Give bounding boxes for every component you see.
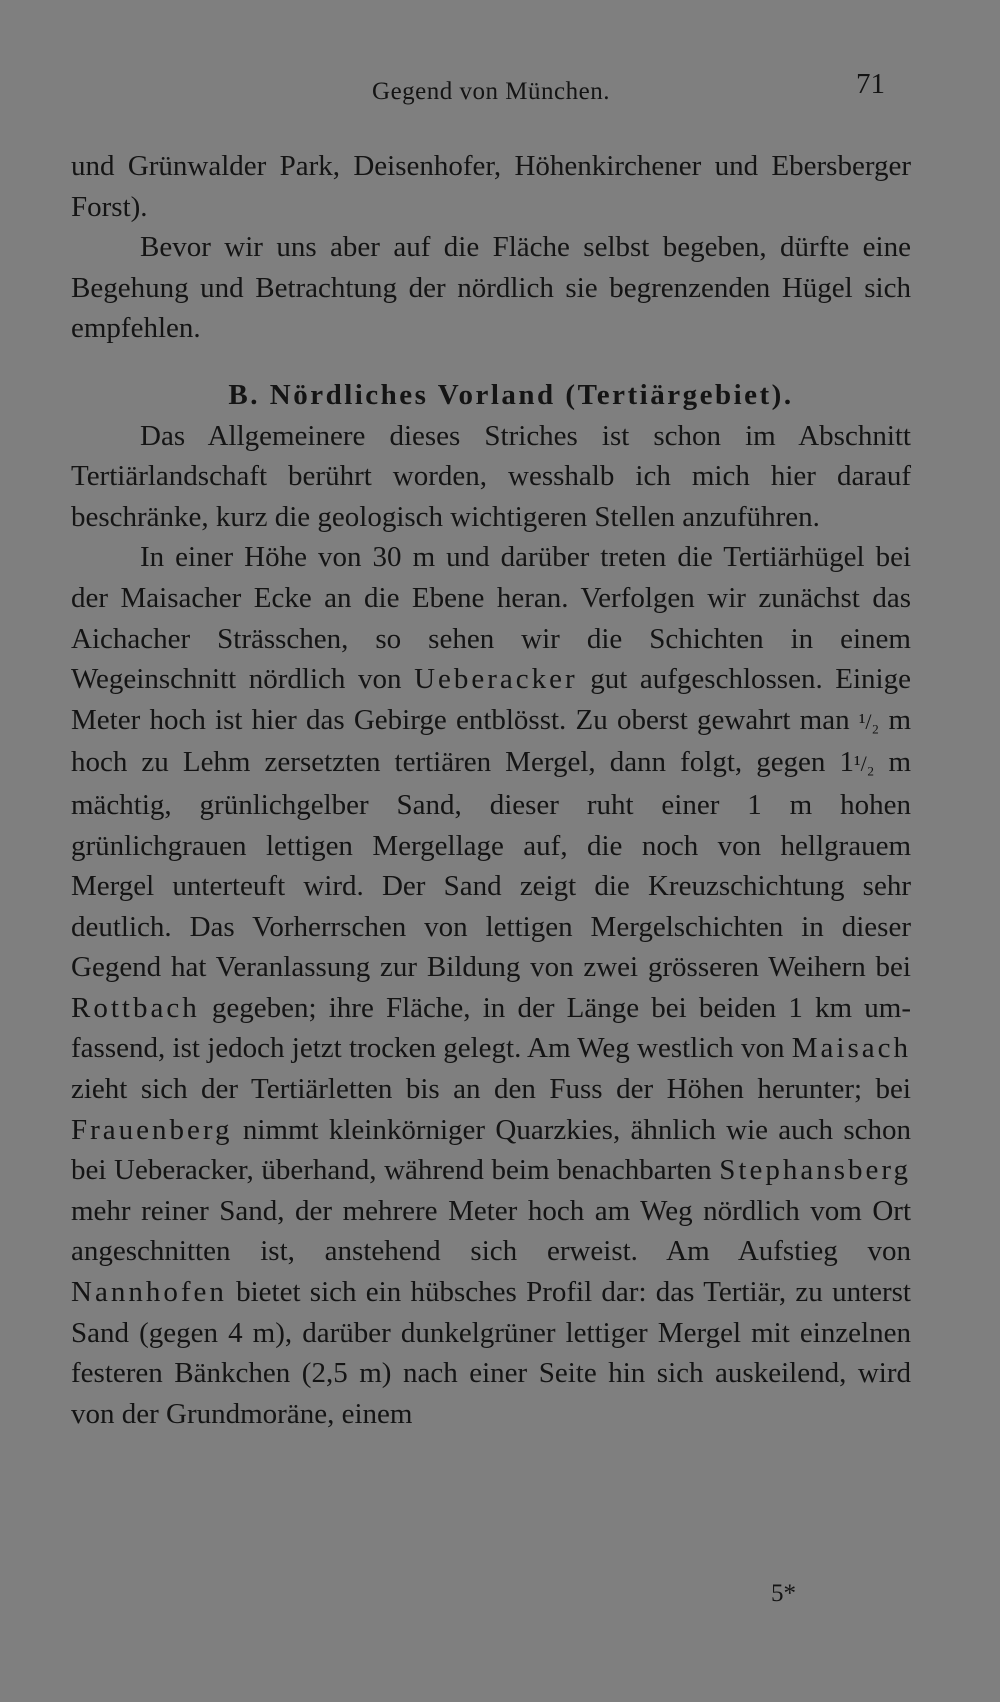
paragraph-profile-description	[71, 537, 911, 1434]
text-run: mehr reiner Sand, der mehrere Meter hoch am Weg nördlich vom Ort angeschnitten ist, anstehend sich erweist. Am Aufstieg von	[71, 1194, 911, 1268]
book-page	[71, 60, 911, 1660]
running-title: Gegend von München.	[372, 78, 610, 105]
text-run: nimmt kleinkörniger Quarzkies, ähnlich wie auch schon bei Ueberacker, überhand, während beim benachbarten	[71, 1113, 911, 1187]
place-name-spaced: Rottbach	[71, 991, 200, 1024]
text-run: zieht sich der Tertiärletten bis an den Fuss der Höhen herunter; bei	[71, 1073, 911, 1106]
text-run: gegeben; ihre Fläche, in der Länge bei beiden 1 km umfassend, ist jedoch jetzt trocken gelegt. Am Weg westlich von	[71, 991, 911, 1065]
fraction: ¹/₂	[858, 708, 880, 734]
text-run: In einer Höhe von 30 m und darüber treten die Tertiärhügel bei der Maisacher Ecke an die Ebene heran. Verfolgen wir zunächst das Aichacher Strässchen, so sehen wir die Schichten in einem Wegeinschnitt nördlich von	[71, 541, 911, 696]
fraction: ¹/₂	[854, 751, 875, 777]
place-name-spaced: Nannhofen	[71, 1276, 227, 1309]
paragraph: Bevor wir uns aber auf die Fläche selbst begeben, dürfte eine Begehung und Betrachtung der nördlich sie begrenzenden Hügel sich empfehlen.	[71, 231, 911, 345]
text-run: gut aufgeschlossen. Einige Meter hoch ist hier das Gebirge entblösst. Zu oberst gewahrt man	[71, 663, 911, 736]
paragraph: Das Allgemeinere dieses Striches ist schon im Abschnitt Tertiärlandschaft berührt worden, wesshalb ich mich hier darauf beschränke, kurz die geologisch wichtigeren Stellen anzuführen.	[71, 419, 911, 533]
paragraph-continuation: und Grünwalder Park, Deisenhofer, Höhenkirchener und Ebersberger Forst).	[71, 150, 911, 223]
text-run: bietet sich ein hübsches Profil dar: das Tertiär, zu unterst Sand (gegen 4 m), darüber dunkelgrüner lettiger Mergel mit einzelnen festeren Bänkchen (2,5 m) nach einer Seite hin sich auskeilend, wird von der Grundmoräne, einem	[71, 1276, 911, 1430]
signature-mark: 5*	[771, 1580, 796, 1607]
place-name-spaced: Stephansberg	[719, 1154, 911, 1187]
page-header	[71, 60, 911, 116]
place-name-spaced: Frauenberg	[71, 1113, 233, 1146]
text-run: m mächtig, grünlichgelber Sand, dieser ruht einer 1 m hohen grünlichgrauen lettigen Mergellage auf, die noch von hellgrauem Mergel unterteuft wird. Der Sand zeigt die Kreuzschichtung sehr deutlich. Das Vorherrschen von lettigen Mergelschichten in dieser Gegend hat Veranlassung zur Bildung von zwei grösseren Weihern bei	[71, 746, 912, 984]
page-number: 71	[856, 68, 885, 100]
page-body	[71, 146, 911, 1434]
text-run: m hoch zu Lehm zersetzten tertiären Mergel, dann folgt, gegen 1	[71, 703, 911, 779]
place-name-spaced: Ueberacker	[414, 663, 578, 696]
section-heading: B. Nördliches Vorland (Tertiärgebiet).	[228, 378, 794, 411]
place-name-spaced: Maisach	[791, 1032, 911, 1065]
